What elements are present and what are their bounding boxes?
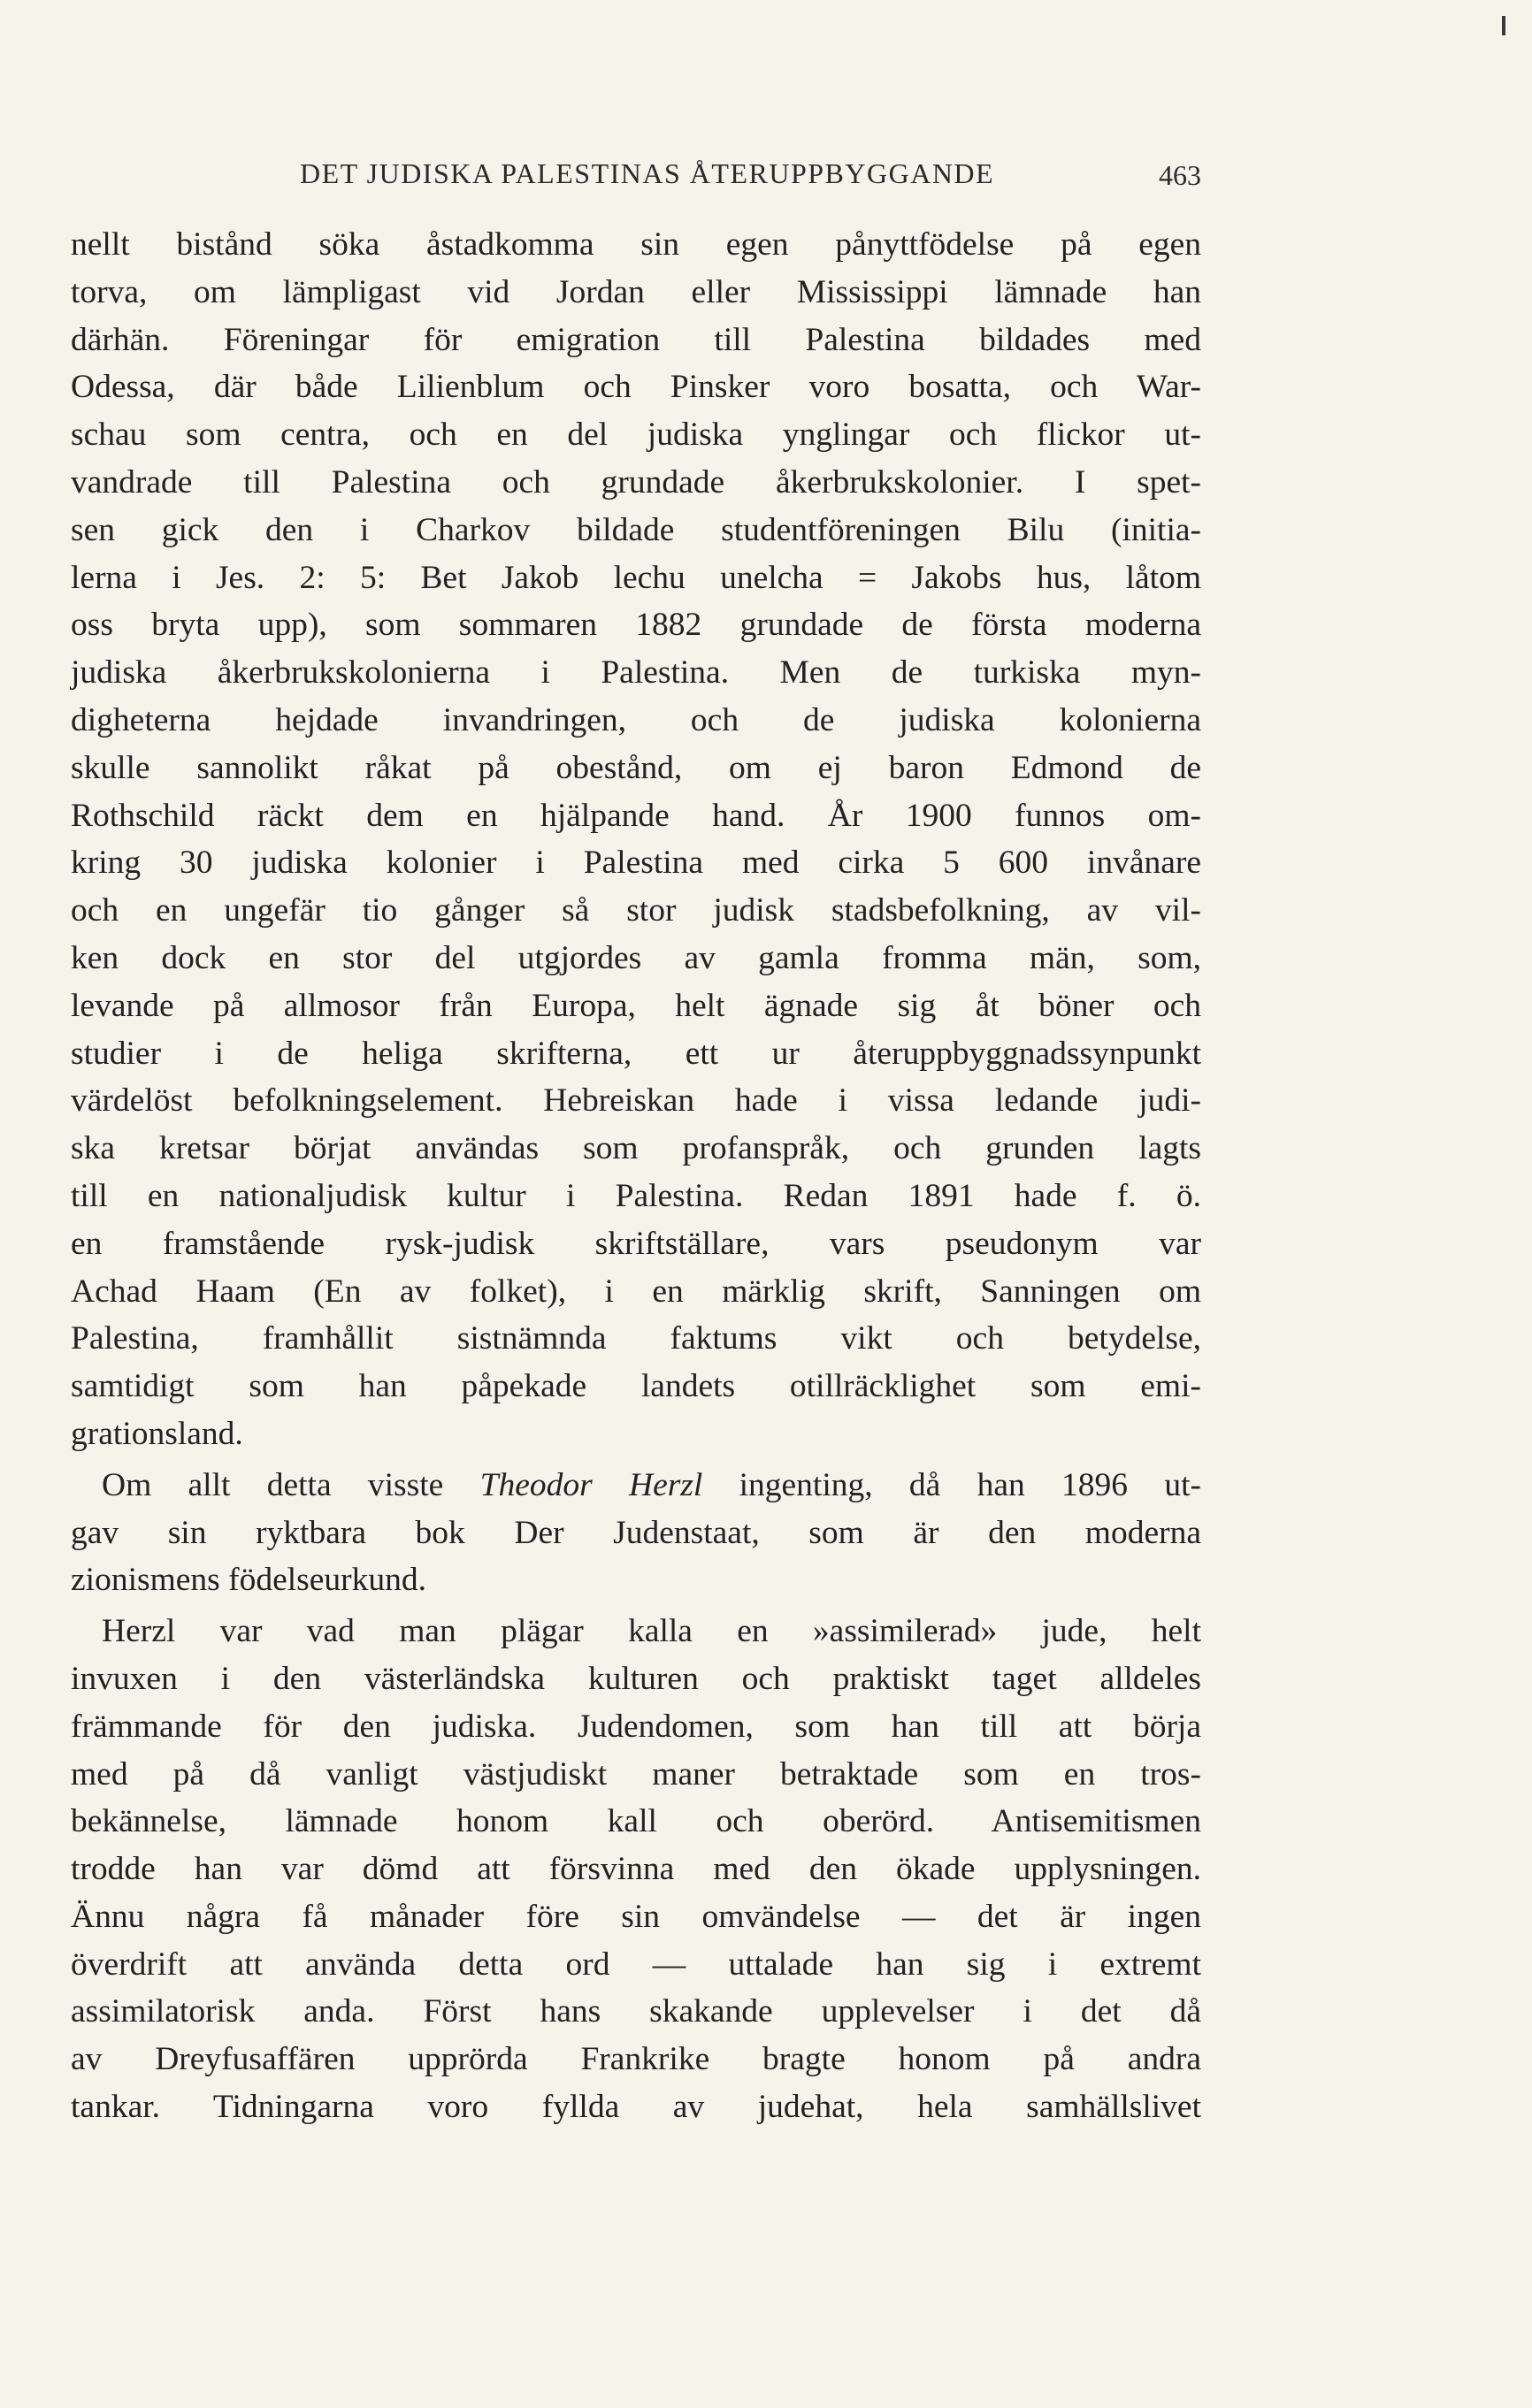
paragraph-1: [71, 221, 1201, 1458]
text-line: skulle sannolikt råkat på obestånd, om ej baron Edmond de: [71, 749, 1201, 786]
page-number: 463: [1159, 159, 1201, 191]
page-header: [71, 157, 1201, 202]
text-line: assimilatorisk anda. Först hans skakande upplevelser i det då: [71, 1993, 1201, 2030]
text-line: främmande för den judiska. Judendomen, som han till att börja: [71, 1708, 1201, 1745]
text-line: Herzl var vad man plägar kalla en »assimilerad» jude, helt: [102, 1613, 1201, 1650]
text-line: gav sin ryktbara bok Der Judenstaat, som är den moderna: [71, 1514, 1201, 1551]
paragraph-2: [71, 1462, 1201, 1604]
text-run: Om allt detta visste: [102, 1466, 480, 1503]
text-line: digheterna hejdade invandringen, och de judiska kolonierna: [71, 701, 1201, 738]
person-name-italic: Theodor Herzl: [479, 1466, 703, 1503]
text-line: [71, 1462, 1201, 1510]
text-line: överdrift att använda detta ord — uttalade han sig i extremt: [71, 1946, 1201, 1983]
text-line: och en ungefär tio gånger så stor judisk stadsbefolkning, av vil-: [71, 892, 1201, 929]
paragraph-3: [71, 1608, 1201, 2131]
text-line: till en nationaljudisk kultur i Palestina. Redan 1891 hade f. ö.: [71, 1177, 1201, 1214]
text-line: sen gick den i Charkov bildade studentföreningen Bilu (initia-: [71, 511, 1201, 548]
text-line: med på då vanligt västjudiskt maner betraktade som en tros-: [71, 1755, 1201, 1793]
text-line: därhän. Föreningar för emigration till Palestina bildades med: [71, 321, 1201, 358]
text-line: zionismens födelseurkund.: [71, 1562, 427, 1599]
text-line: tankar. Tidningarna voro fyllda av judehat, hela samhällslivet: [71, 2089, 1201, 2126]
text-line: nellt bistånd söka åstadkomma sin egen pånyttfödelse på egen: [71, 226, 1201, 263]
text-line: Palestina, framhållit sistnämnda faktums vikt och betydelse,: [71, 1320, 1201, 1357]
text-line: schau som centra, och en del judiska ynglingar och flickor ut-: [71, 417, 1201, 454]
text-line: Achad Haam (En av folket), i en märklig skrift, Sanningen om: [71, 1273, 1201, 1310]
scan-edge-mark: [1502, 16, 1505, 35]
text-line: lerna i Jes. 2: 5: Bet Jakob lechu unelcha = Jakobs hus, låtom: [71, 559, 1201, 596]
text-line: studier i de heliga skrifterna, ett ur återuppbyggnadssynpunkt: [71, 1035, 1201, 1072]
text-line: invuxen i den västerländska kulturen och praktiskt taget alldeles: [71, 1660, 1201, 1697]
text-line: trodde han var dömd att försvinna med den ökade upplysningen.: [71, 1851, 1201, 1888]
text-line: värdelöst befolkningselement. Hebreiskan hade i vissa ledande judi-: [71, 1082, 1201, 1120]
text-line: vandrade till Palestina och grundade åkerbrukskolonier. I spet-: [71, 463, 1201, 501]
text-line: levande på allmosor från Europa, helt ägnade sig åt böner och: [71, 987, 1201, 1024]
text-line: grationsland.: [71, 1415, 243, 1452]
text-line: Odessa, där både Lilienblum och Pinsker voro bosatta, och War-: [71, 369, 1201, 406]
text-line: bekännelse, lämnade honom kall och oberörd. Antisemitismen: [71, 1803, 1201, 1840]
text-line: samtidigt som han påpekade landets otillräcklighet som emi-: [71, 1368, 1201, 1405]
text-line: Rothschild räckt dem en hjälpande hand. År 1900 funnos om-: [71, 797, 1201, 834]
running-head: DET JUDISKA PALESTINAS ÅTERUPPBYGGANDE: [300, 157, 995, 189]
text-run: ingenting, då han 1896 ut-: [702, 1466, 1201, 1503]
text-line: oss bryta upp), som sommaren 1882 grundade de första moderna: [71, 607, 1201, 644]
text-line: en framstående rysk-judisk skriftställare, vars pseudonym var: [71, 1225, 1201, 1262]
text-line: ska kretsar börjat användas som profanspråk, och grunden lagts: [71, 1130, 1201, 1167]
text-line: av Dreyfusaffären upprörda Frankrike bragte honom på andra: [71, 2041, 1201, 2078]
text-line: judiska åkerbrukskolonierna i Palestina. Men de turkiska myn-: [71, 654, 1201, 692]
body-text: [71, 221, 1201, 2131]
text-line: torva, om lämpligast vid Jordan eller Mississippi lämnade han: [71, 273, 1201, 310]
text-line: ken dock en stor del utgjordes av gamla fromma män, som,: [71, 939, 1201, 976]
text-line: Ännu några få månader före sin omvändelse — det är ingen: [71, 1898, 1201, 1935]
text-line: kring 30 judiska kolonier i Palestina med cirka 5 600 invånare: [71, 845, 1201, 882]
